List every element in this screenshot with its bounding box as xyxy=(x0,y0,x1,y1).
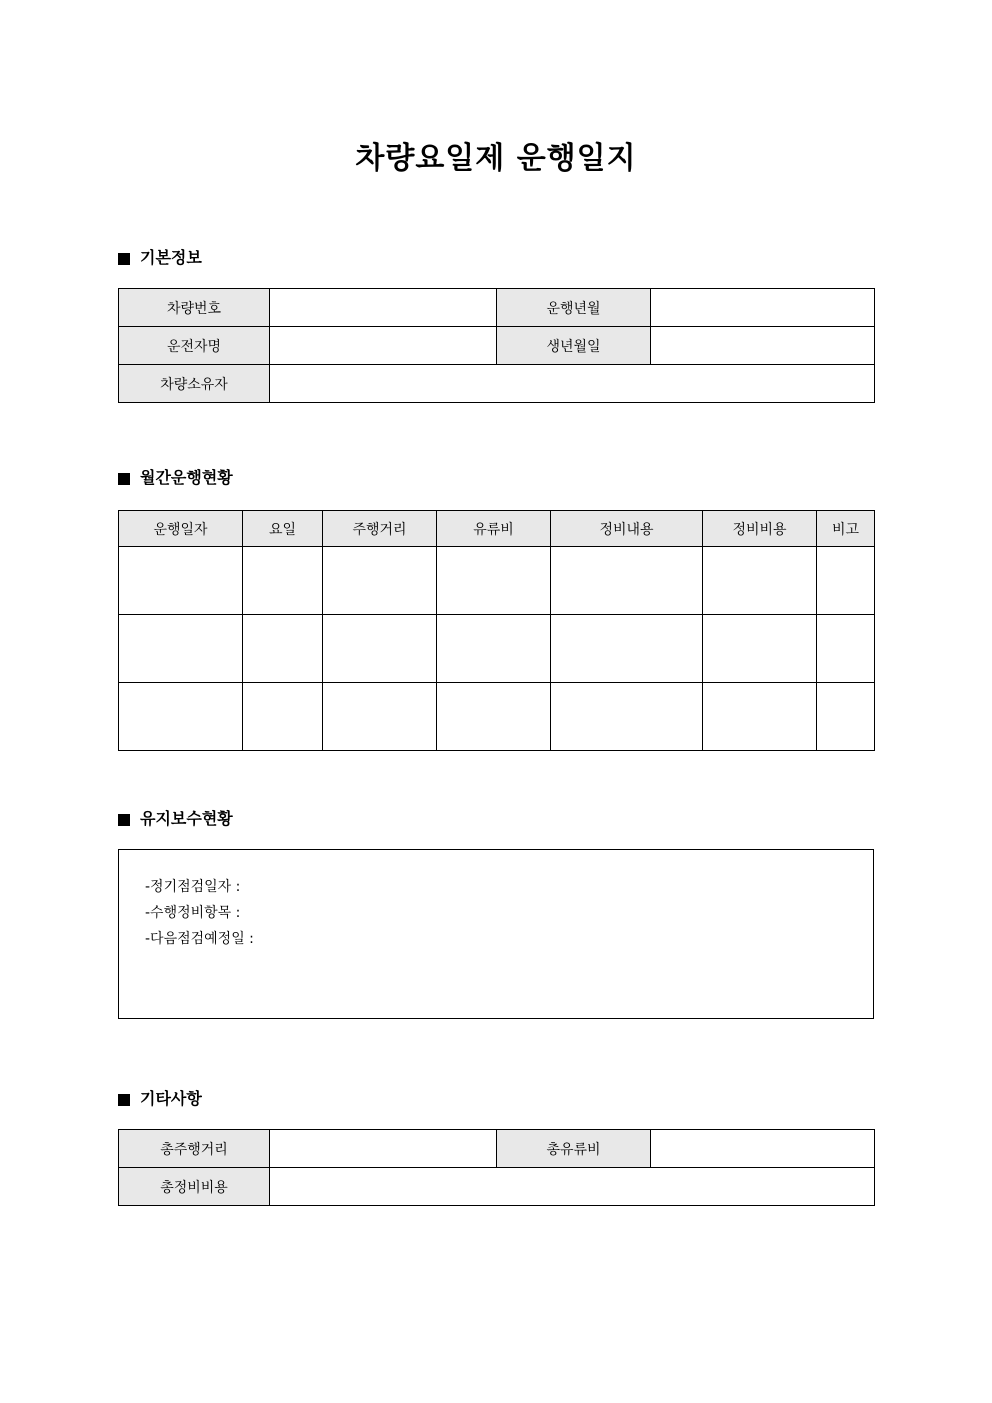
cell-maintenance-cost[interactable] xyxy=(703,683,817,751)
cell-remarks[interactable] xyxy=(817,615,875,683)
label-vehicle-number: 차량번호 xyxy=(119,289,270,327)
cell-maintenance-detail[interactable] xyxy=(551,683,703,751)
field-vehicle-owner[interactable] xyxy=(270,365,875,403)
cell-maintenance-cost[interactable] xyxy=(703,547,817,615)
table-header-row xyxy=(119,511,875,547)
field-total-mileage[interactable] xyxy=(270,1130,497,1168)
section-heading-maintenance-status xyxy=(118,809,233,828)
column-header-fuel-cost: 유류비 xyxy=(437,511,551,547)
label-driver-name: 운전자명 xyxy=(119,327,270,365)
square-bullet-icon xyxy=(118,473,130,485)
label-vehicle-owner: 차량소유자 xyxy=(119,365,270,403)
maintenance-notes-lines xyxy=(119,850,873,952)
field-vehicle-number[interactable] xyxy=(270,289,497,327)
label-total-fuel-cost: 총유류비 xyxy=(497,1130,651,1168)
table-row xyxy=(119,547,875,615)
basic-info-table xyxy=(118,288,875,403)
square-bullet-icon xyxy=(118,253,130,265)
cell-operation-date[interactable] xyxy=(119,547,243,615)
field-birth-date[interactable] xyxy=(651,327,875,365)
cell-weekday[interactable] xyxy=(243,615,323,683)
section-heading-label: 기타사항 xyxy=(140,1089,202,1108)
page-title: 차량요일제 운행일지 xyxy=(355,141,637,176)
label-birth-date: 생년월일 xyxy=(497,327,651,365)
table-row xyxy=(119,289,875,327)
column-header-mileage: 주행거리 xyxy=(323,511,437,547)
section-heading-label: 월간운행현황 xyxy=(140,468,233,487)
field-total-maintenance-cost[interactable] xyxy=(270,1168,875,1206)
section-heading-label: 유지보수현황 xyxy=(140,809,233,828)
cell-mileage[interactable] xyxy=(323,547,437,615)
maintenance-line-regular-inspection-date: -정기점검일자 : xyxy=(145,879,241,895)
column-header-remarks: 비고 xyxy=(817,511,875,547)
field-driver-name[interactable] xyxy=(270,327,497,365)
square-bullet-icon xyxy=(118,1094,130,1106)
cell-maintenance-detail[interactable] xyxy=(551,615,703,683)
table-row xyxy=(119,683,875,751)
table-row xyxy=(119,1168,875,1206)
section-heading-other-matters xyxy=(118,1089,202,1108)
cell-maintenance-cost[interactable] xyxy=(703,615,817,683)
field-operation-year-month[interactable] xyxy=(651,289,875,327)
section-heading-basic-info xyxy=(118,248,202,267)
section-heading-label: 기본정보 xyxy=(140,248,202,267)
maintenance-line-next-inspection-date: -다음점검예정일 : xyxy=(145,931,254,947)
table-row xyxy=(119,327,875,365)
cell-fuel-cost[interactable] xyxy=(437,615,551,683)
label-operation-year-month: 운행년월 xyxy=(497,289,651,327)
table-row xyxy=(119,365,875,403)
square-bullet-icon xyxy=(118,814,130,826)
section-heading-monthly-status xyxy=(118,468,233,487)
cell-weekday[interactable] xyxy=(243,547,323,615)
maintenance-line-performed-items: -수행정비항목 : xyxy=(145,905,241,921)
cell-remarks[interactable] xyxy=(817,683,875,751)
cell-weekday[interactable] xyxy=(243,683,323,751)
cell-operation-date[interactable] xyxy=(119,615,243,683)
cell-fuel-cost[interactable] xyxy=(437,547,551,615)
column-header-maintenance-cost: 정비비용 xyxy=(703,511,817,547)
column-header-maintenance-detail: 정비내용 xyxy=(551,511,703,547)
column-header-weekday: 요일 xyxy=(243,511,323,547)
label-total-mileage: 총주행거리 xyxy=(119,1130,270,1168)
label-total-maintenance-cost: 총정비비용 xyxy=(119,1168,270,1206)
cell-fuel-cost[interactable] xyxy=(437,683,551,751)
cell-remarks[interactable] xyxy=(817,547,875,615)
maintenance-notes-box[interactable] xyxy=(118,849,874,1019)
monthly-operation-table xyxy=(118,510,875,751)
column-header-operation-date: 운행일자 xyxy=(119,511,243,547)
cell-mileage[interactable] xyxy=(323,615,437,683)
table-row xyxy=(119,1130,875,1168)
other-matters-table xyxy=(118,1129,875,1206)
table-row xyxy=(119,615,875,683)
cell-operation-date[interactable] xyxy=(119,683,243,751)
cell-maintenance-detail[interactable] xyxy=(551,547,703,615)
cell-mileage[interactable] xyxy=(323,683,437,751)
field-total-fuel-cost[interactable] xyxy=(651,1130,875,1168)
